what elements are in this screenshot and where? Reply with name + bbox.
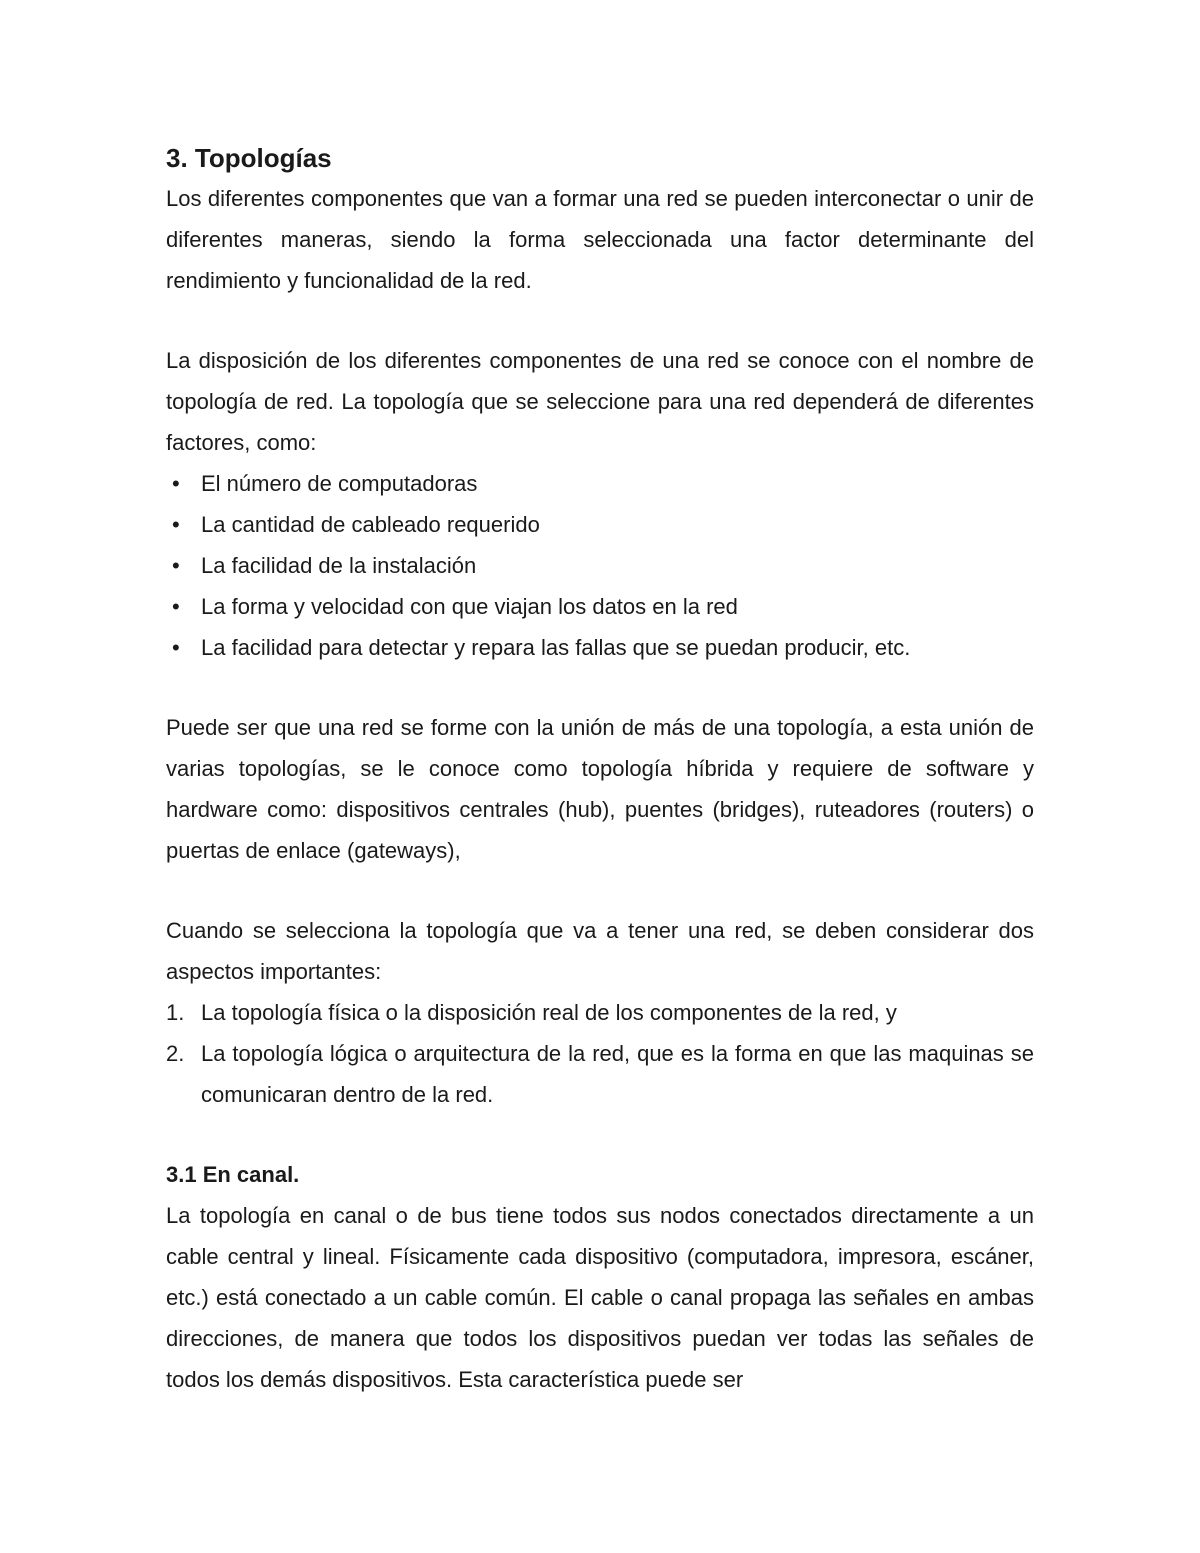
list-item [166,463,1034,504]
list-item-text: El número de computadoras [201,471,478,496]
list-item [166,545,1034,586]
hybrid-topology-paragraph: Puede ser que una red se forme con la unión de más de una topología, a esta unión de varias topologías, se le conoce como topología híbrida y requiere de software y hardware como: dispositivos centrales (hub), puentes (bridges), ruteadores (routers) o puertas de enlace (gateways), [166,715,1034,863]
paragraph-spacer [166,871,1034,910]
numbered-item [166,1033,1034,1115]
aspects-list [166,992,1034,1115]
numbered-item-text: La topología física o la disposición real de los componentes de la red, y [201,1000,897,1025]
item-number: 1. [166,1000,185,1025]
bullet-icon: • [172,635,180,660]
bullet-icon: • [172,594,180,619]
paragraph-spacer [166,668,1034,707]
intro-paragraph: Los diferentes componentes que van a formar una red se pueden interconectar o unir de diferentes maneras, siendo la forma seleccionada una factor determinante del rendimiento y funcionalidad de la red. [166,186,1034,293]
subsection-title: 3.1 En canal. [166,1162,300,1187]
numbered-item-text: La topología lógica o arquitectura de la red, que es la forma en que las maquinas se comunicaran dentro de la red. [201,1041,1034,1107]
list-item [166,504,1034,545]
list-item [166,627,1034,668]
list-item [166,586,1034,627]
paragraph-spacer [166,1115,1034,1154]
section-title: 3. Topologías [166,143,332,173]
document-page [166,138,1034,1400]
bullet-icon: • [172,471,180,496]
list-item-text: La cantidad de cableado requerido [201,512,540,537]
list-item-text: La forma y velocidad con que viajan los datos en la red [201,594,738,619]
bullet-icon: • [172,553,180,578]
item-number: 2. [166,1041,185,1066]
factors-list [166,463,1034,668]
numbered-item [166,992,1034,1033]
paragraph-spacer [166,301,1034,340]
bus-topology-paragraph: La topología en canal o de bus tiene todos sus nodos conectados directamente a un cable central y lineal. Físicamente cada dispositivo (computadora, impresora, escáner, etc.) está conectado a un cable común. El cable o canal propaga las señales en ambas direcciones, de manera que todos los dispositivos puedan ver todas las señales de todos los demás dispositivos. Esta característica puede ser [166,1203,1034,1392]
list-item-text: La facilidad para detectar y repara las fallas que se puedan producir, etc. [201,635,911,660]
topology-definition-paragraph: La disposición de los diferentes componentes de una red se conoce con el nombre de topología de red. La topología que se seleccione para una red dependerá de diferentes factores, como: [166,348,1034,455]
selection-paragraph: Cuando se selecciona la topología que va a tener una red, se deben considerar dos aspectos importantes: [166,918,1034,984]
list-item-text: La facilidad de la instalación [201,553,477,578]
bullet-icon: • [172,512,180,537]
